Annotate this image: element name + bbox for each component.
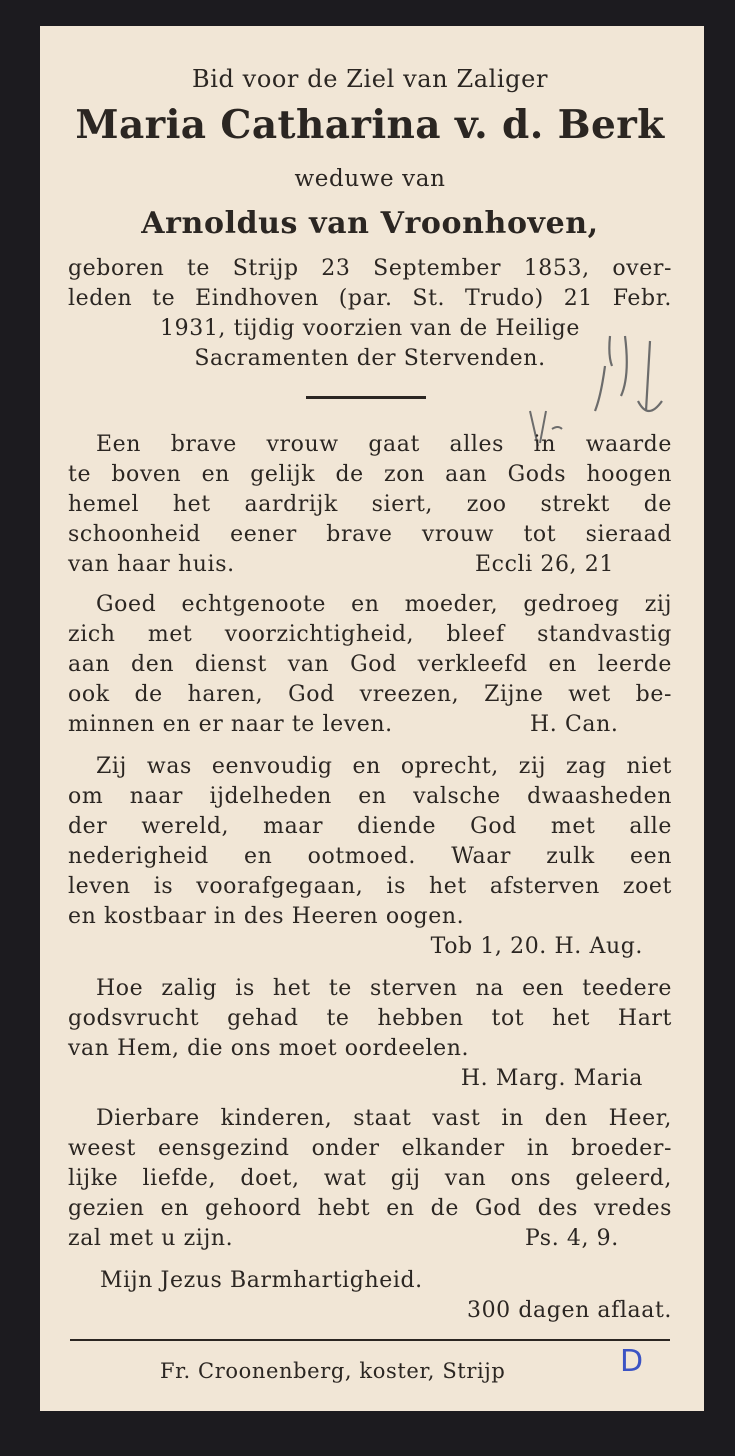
bio-line: 1931, tijdig voorzien van de Heilige	[160, 316, 580, 341]
quote5-line: Dierbare kinderen, staat vast in den Heer,	[96, 1106, 672, 1131]
quote1-last-line: van haar huis.	[68, 552, 235, 577]
quote4-last-line: van Hem, die ons moet oordeelen.	[68, 1036, 470, 1061]
quote5-line: gezien en gehoord hebt en de God des vredes	[68, 1196, 672, 1221]
quote5-last-line: zal met u zijn.	[68, 1226, 234, 1251]
quote3-source: Tob 1, 20. H. Aug.	[430, 934, 643, 959]
quote5-source: Ps. 4, 9.	[525, 1226, 619, 1251]
memorial-card	[40, 26, 704, 1411]
quote3-last-line: en kostbaar in des Heeren oogen.	[68, 904, 465, 929]
quote3-line: Zij was eenvoudig en oprecht, zij zag niet	[96, 754, 672, 779]
quote5-line: lijke liefde, doet, wat gij van ons geleerd,	[68, 1166, 672, 1191]
intro-line: Bid voor de Ziel van Zaliger	[191, 65, 549, 93]
quote2-line: aan den dienst van God verkleefd en leerde	[68, 652, 672, 677]
relation-line: weduwe van	[294, 166, 446, 192]
quote2-line: Goed echtgenoote en moeder, gedroeg zij	[96, 592, 672, 617]
quote3-line: nederigheid en ootmoed. Waar zulk een	[68, 844, 672, 869]
quote2-line: ook de haren, God vreezen, Zijne wet be-	[68, 682, 672, 707]
quote1-line: hemel het aardrijk siert, zoo strekt de	[68, 492, 672, 517]
quote2-last-line: minnen en er naar te leven.	[68, 712, 393, 737]
footer-divider	[70, 1339, 670, 1341]
deceased-name: Maria Catharina v. d. Berk	[75, 102, 665, 148]
quote3-line: leven is voorafgegaan, is het afsterven zoet	[68, 874, 672, 899]
bio-line: geboren te Strijp 23 September 1853, over-	[68, 256, 672, 281]
prayer-line: Mijn Jezus Barmhartigheid.	[100, 1268, 423, 1293]
quote4-line: godsvrucht gehad te hebben tot het Hart	[68, 1006, 672, 1031]
spouse-name: Arnoldus van Vroonhoven,	[141, 206, 599, 241]
quote4-source: H. Marg. Maria	[460, 1066, 643, 1091]
indulgence-line: 300 dagen aflaat.	[466, 1298, 672, 1323]
quote1-line: schoonheid eener brave vrouw tot sieraad	[68, 522, 672, 547]
printer-line: Fr. Croonenberg, koster, Strijp	[160, 1359, 506, 1383]
quote1-line: te boven en gelijk de zon aan Gods hoogen	[68, 462, 672, 487]
ornament-divider	[306, 396, 426, 399]
quote3-line: om naar ijdelheden en valsche dwaasheden	[68, 784, 672, 809]
quote3-line: der wereld, maar diende God met alle	[68, 814, 672, 839]
bio-line: leden te Eindhoven (par. St. Trudo) 21 Febr.	[68, 286, 672, 311]
quote1-line: Een brave vrouw gaat alles in waarde	[96, 432, 672, 457]
quote2-source: H. Can.	[530, 712, 619, 737]
quote1-source: Eccli 26, 21	[475, 552, 614, 577]
bio-line: Sacramenten der Stervenden.	[194, 346, 546, 371]
stamp-mark: D	[620, 1344, 644, 1379]
quote2-line: zich met voorzichtigheid, bleef standvastig	[68, 622, 672, 647]
quote4-line: Hoe zalig is het te sterven na een teedere	[96, 976, 672, 1001]
quote5-line: weest eensgezind onder elkander in broeder-	[68, 1136, 672, 1161]
